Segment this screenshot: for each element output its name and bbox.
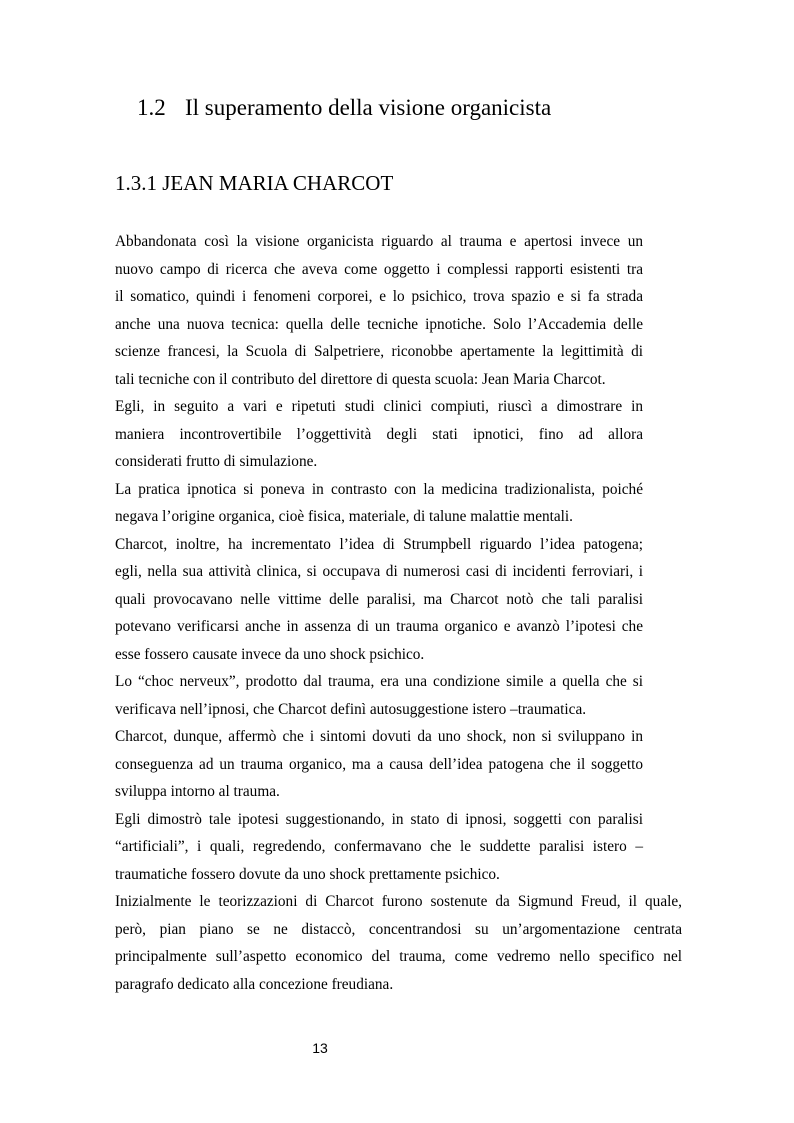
section-number: 1.2 <box>137 95 166 120</box>
text-line: Charcot, inoltre, ha incrementato l’idea di Strumpbell riguardo l’idea patogena; <box>115 535 643 553</box>
text-line: potevano verificarsi anche in assenza di un trauma organico e avanzò l’ipotesi che <box>115 618 643 635</box>
text-line: Charcot, dunque, affermò che i sintomi dovuti da uno shock, non si sviluppano in <box>115 728 643 745</box>
text-line: il somatico, quindi i fenomeni corporei, e lo psichico, trova spazio e si fa strada <box>115 288 643 305</box>
text-line: sviluppa intorno al trauma. <box>115 783 280 800</box>
text-line: egli, nella sua attività clinica, si occupava di numerosi casi di incidenti ferroviari, i <box>115 563 643 580</box>
text-line: Abbandonata così la visione organicista riguardo al trauma e apertosi invece un <box>115 233 643 250</box>
text-line: Egli, in seguito a vari e ripetuti studi clinici compiuti, riuscì a dimostrare in <box>115 398 643 415</box>
text-line: anche una nuova tecnica: quella delle tecniche ipnotiche. Solo l’Accademia delle <box>115 315 643 333</box>
text-line: paragrafo dedicato alla concezione freudiana. <box>115 975 394 993</box>
page-number: 13 <box>312 1040 328 1056</box>
text-line: Lo “choc nerveux”, prodotto dal trauma, era una condizione simile a quella che si <box>115 673 643 690</box>
text-line: “artificiali”, i quali, regredendo, confermavano che le suddette paralisi istero – <box>115 838 643 855</box>
text-line: Egli dimostrò tale ipotesi suggestionando, in stato di ipnosi, soggetti con paralisi <box>115 810 643 828</box>
text-line: scienze francesi, la Scuola di Salpetriere, riconobbe apertamente la legittimità di <box>115 343 643 360</box>
subsection-heading: 1.3.1 JEAN MARIA CHARCOT <box>115 171 394 195</box>
paragraph-block-narrow <box>115 228 682 888</box>
text-line: conseguenza ad un trauma organico, ma a causa dell’idea patogena che il soggetto <box>115 755 643 773</box>
text-line: considerati frutto di simulazione. <box>115 453 318 470</box>
text-line: La pratica ipnotica si poneva in contrasto con la medicina tradizionalista, poiché <box>115 480 643 498</box>
text-line: quali provocavano nelle vittime delle paralisi, ma Charcot notò che tali paralisi <box>115 590 643 608</box>
text-line: nuovo campo di ricerca che aveva come oggetto i complessi rapporti esistenti tra <box>115 260 643 278</box>
text-line: principalmente sull’aspetto economico del trauma, come vedremo nello specifico nel <box>115 948 682 965</box>
text-line: maniera incontrovertibile l’oggettività degli stati ipnotici, fino ad allora <box>115 425 643 443</box>
section-heading <box>137 92 551 124</box>
text-line: tali tecniche con il contributo del direttore di questa scuola: Jean Maria Charcot. <box>115 370 606 388</box>
text-line: verificava nell’ipnosi, che Charcot definì autosuggestione istero –traumatica. <box>115 700 587 718</box>
text-line: però, pian piano se ne distaccò, concentrandosi su un’argomentazione centrata <box>115 920 682 938</box>
text-line: negava l’origine organica, cioè fisica, materiale, di talune malattie mentali. <box>115 508 574 525</box>
paragraph-block-wide <box>115 888 682 998</box>
text-line: esse fossero causate invece da uno shock psichico. <box>115 645 425 663</box>
text-line: traumatiche fossero dovute da uno shock prettamente psichico. <box>115 865 500 883</box>
body-text <box>115 228 682 998</box>
text-line: Inizialmente le teorizzazioni di Charcot furono sostenute da Sigmund Freud, il quale, <box>115 893 682 910</box>
section-title: Il superamento della visione organicista <box>185 95 552 120</box>
